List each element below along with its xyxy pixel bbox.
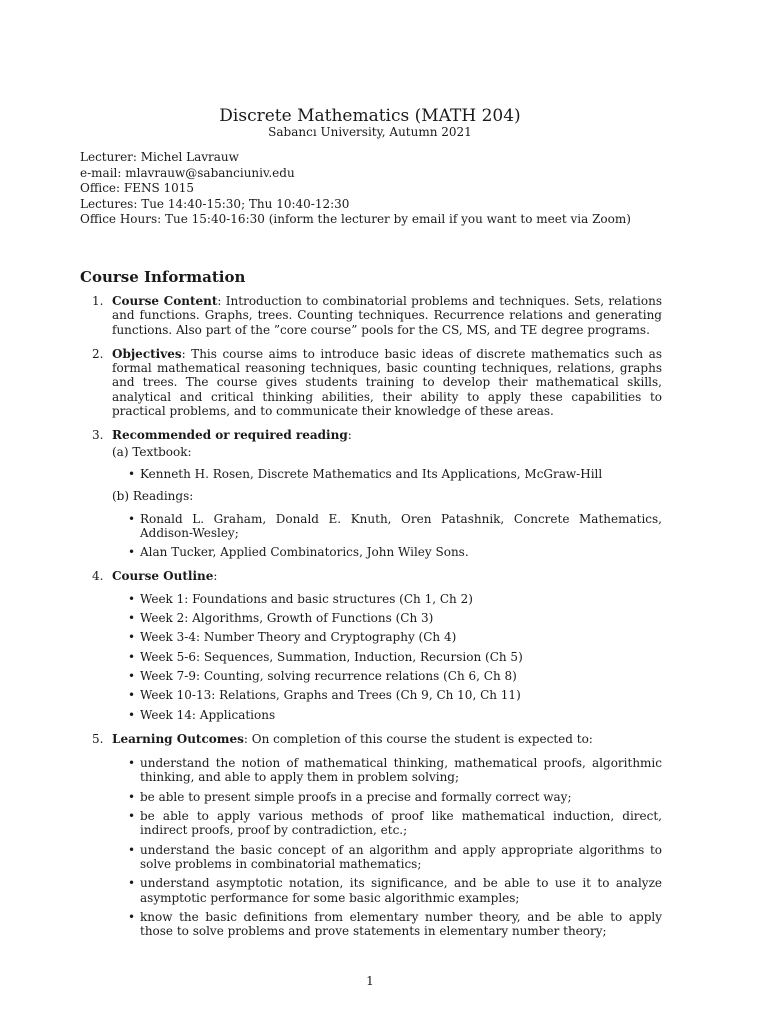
section-heading: Course Information (80, 268, 246, 286)
week-entry: • Week 10-13: Relations, Graphs and Trees (Ch 9, Ch 10, Ch 11) (140, 688, 662, 702)
list-item-learning-outcomes (80, 732, 662, 939)
item-label: Objectives (112, 346, 182, 361)
course-info-list (80, 294, 662, 948)
readings-label: (b) Readings: (112, 489, 194, 504)
email-line: e-mail: mlavrauw@sabanciuniv.edu (80, 165, 295, 180)
course-info-block (80, 150, 680, 228)
item-number: 4. (92, 569, 104, 584)
lecturer-line: Lecturer: Michel Lavrauw (80, 150, 239, 164)
outcome-entry: • understand the notion of mathematical thinking, mathematical proofs, algorithmic thinking, and able to apply them in problem solving; (140, 756, 662, 785)
item-label: Learning Outcomes (112, 731, 244, 746)
item-text: : This course aims to introduce basic ideas of discrete mathematics such as formal mathematical reasoning techniques, basic counting techniques, relations, graphs and trees. The course gives students training to develop their mathematical skills, analytical and critical thinking abilities, their ability to apply these capabilities to practical problems, and to communicate their knowledge of these areas. (112, 346, 662, 419)
page-number: 1 (366, 974, 374, 988)
outcome-entry: • know the basic definitions from elementary number theory, and be able to apply those to solve problems and prove statements in elementary number theory; (140, 910, 662, 939)
reading-entry: • Ronald L. Graham, Donald E. Knuth, Oren Patashnik, Concrete Mathematics, Addison-Wesley; (140, 512, 662, 541)
lectures-line: Lectures: Tue 14:40-15:30; Thu 10:40-12:30 (80, 196, 350, 211)
document-title: Discrete Mathematics (MATH 204) (219, 106, 521, 126)
list-item-objectives (80, 347, 662, 418)
outcome-entry: • understand asymptotic notation, its significance, and be able to use it to analyze asymptotic performance for some basic algorithmic examples; (140, 876, 662, 905)
week-entry: • Week 7-9: Counting, solving recurrence relations (Ch 6, Ch 8) (140, 669, 662, 683)
item-label: Recommended or required reading (112, 428, 348, 443)
outcome-entry: • be able to apply various methods of proof like mathematical induction, direct, indirect proofs, proof by contradiction, etc.; (140, 809, 662, 838)
item-number: 2. (92, 346, 104, 361)
textbook-label: (a) Textbook: (112, 444, 192, 459)
list-item-course-outline (80, 569, 662, 721)
outcome-entry: • be able to present simple proofs in a precise and formally correct way; (140, 790, 662, 804)
item-number: 3. (92, 428, 104, 443)
item-number: 1. (92, 294, 104, 308)
week-entry: • Week 2: Algorithms, Growth of Functions (Ch 3) (140, 611, 662, 625)
office-hours-line: Office Hours: Tue 15:40-16:30 (inform the lecturer by email if you want to meet via Zoom) (80, 212, 631, 226)
outcome-entry: • understand the basic concept of an algorithm and apply appropriate algorithms to solve problems in combinatorial mathematics; (140, 843, 662, 872)
item-label: Course Content (112, 294, 218, 308)
textbook-sublist (112, 445, 662, 482)
reading-entry: • Alan Tucker, Applied Combinatorics, John Wiley Sons. (140, 545, 662, 559)
readings-sublist (112, 489, 662, 559)
list-item-reading (80, 428, 662, 559)
item-number: 5. (92, 731, 104, 746)
item-text: : Introduction to combinatorial problems and techniques. Sets, relations and functions. Graphs, trees. Counting techniques. Recurrence relations and generating functions. Also part of the ”core course” pools for the CS, MS, and TE degree programs. (112, 294, 662, 337)
office-line: Office: FENS 1015 (80, 181, 195, 195)
list-item-course-content (80, 294, 662, 337)
week-entry: • Week 5-6: Sequences, Summation, Induction, Recursion (Ch 5) (140, 650, 662, 664)
textbook-entry: • Kenneth H. Rosen, Discrete Mathematics and Its Applications, McGraw-Hill (140, 467, 662, 481)
document-subtitle: Sabancı University, Autumn 2021 (268, 125, 472, 139)
item-text: : (347, 428, 352, 443)
item-label: Course Outline (112, 569, 214, 584)
week-entry: • Week 3-4: Number Theory and Cryptography (Ch 4) (140, 630, 662, 644)
item-text: : (213, 569, 218, 584)
item-text: : On completion of this course the student is expected to: (243, 731, 593, 746)
week-entry: • Week 1: Foundations and basic structures (Ch 1, Ch 2) (140, 592, 662, 606)
week-entry: • Week 14: Applications (140, 708, 662, 722)
